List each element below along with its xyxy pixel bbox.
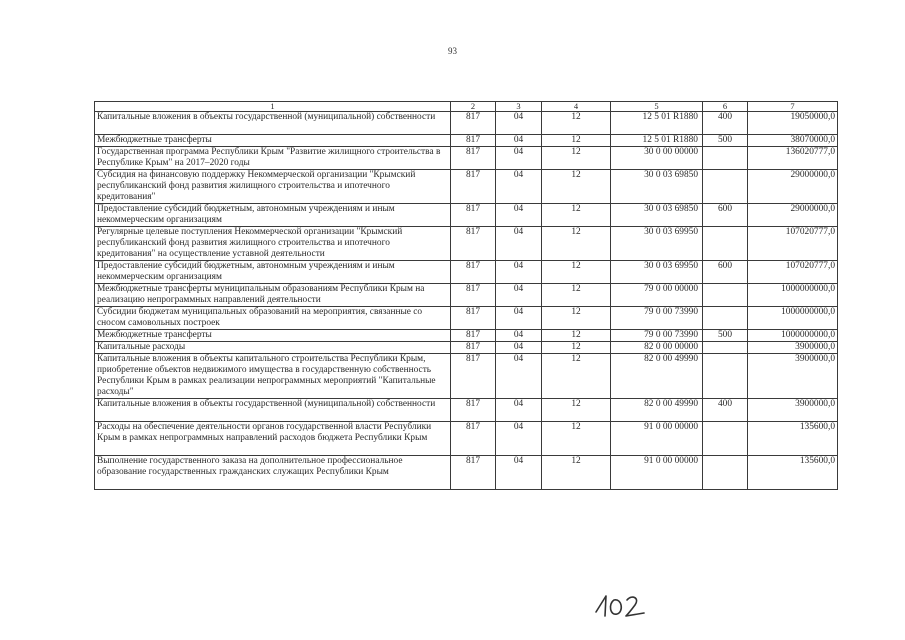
row-csr-cell: 82 0 00 49990: [611, 354, 703, 399]
row-rz-cell: 04: [496, 135, 542, 147]
page-number: 93: [448, 46, 457, 56]
row-pr-cell: 12: [542, 112, 611, 135]
row-name-cell: Капитальные расходы: [95, 342, 451, 354]
row-ved-cell: 817: [451, 342, 496, 354]
row-vr-cell: 400: [703, 399, 748, 422]
row-sum-cell: 38070000,0: [748, 135, 838, 147]
row-sum-cell: 3900000,0: [748, 354, 838, 399]
table-row: [95, 147, 838, 170]
row-name-cell: Межбюджетные трансферты муниципальным образованиям Республики Крым на реализацию непрограммных направлений деятельности: [95, 284, 451, 307]
row-rz-cell: 04: [496, 147, 542, 170]
row-ved-cell: 817: [451, 399, 496, 422]
row-pr-cell: 12: [542, 307, 611, 330]
row-rz-cell: 04: [496, 342, 542, 354]
row-name-cell: Регулярные целевые поступления Некоммерческой организации "Крымский республиканский фонд развития жилищного строительства и ипотечного кредитования" на осуществление уставной деятельности: [95, 227, 451, 261]
row-name-cell: Капитальные вложения в объекты государственной (муниципальной) собственности: [95, 112, 451, 135]
row-ved-cell: 817: [451, 422, 496, 456]
table-row: [95, 330, 838, 342]
row-rz-cell: 04: [496, 399, 542, 422]
row-sum-cell: 136020777,0: [748, 147, 838, 170]
row-rz-cell: 04: [496, 307, 542, 330]
row-rz-cell: 04: [496, 261, 542, 284]
row-name-cell: Субсидии бюджетам муниципальных образований на мероприятия, связанные со сносом самовольных построек: [95, 307, 451, 330]
handwritten-page-mark: [592, 590, 654, 620]
row-sum-cell: 19050000,0: [748, 112, 838, 135]
table-row: [95, 284, 838, 307]
row-rz-cell: 04: [496, 422, 542, 456]
row-pr-cell: 12: [542, 456, 611, 490]
row-pr-cell: 12: [542, 147, 611, 170]
row-ved-cell: 817: [451, 147, 496, 170]
row-rz-cell: 04: [496, 456, 542, 490]
header-cell: 5: [611, 102, 703, 112]
row-vr-cell: 600: [703, 261, 748, 284]
row-vr-cell: 600: [703, 204, 748, 227]
row-name-cell: Межбюджетные трансферты: [95, 135, 451, 147]
row-sum-cell: 135600,0: [748, 456, 838, 490]
row-name-cell: Выполнение государственного заказа на дополнительное профессиональное образование государственных гражданских служащих Республики Крым: [95, 456, 451, 490]
header-cell: 4: [542, 102, 611, 112]
row-pr-cell: 12: [542, 422, 611, 456]
row-csr-cell: 82 0 00 00000: [611, 342, 703, 354]
header-cell: 7: [748, 102, 838, 112]
row-name-cell: Капитальные вложения в объекты государственной (муниципальной) собственности: [95, 399, 451, 422]
table-row: [95, 399, 838, 422]
row-vr-cell: [703, 147, 748, 170]
row-sum-cell: 3900000,0: [748, 399, 838, 422]
row-pr-cell: 12: [542, 330, 611, 342]
row-ved-cell: 817: [451, 284, 496, 307]
row-vr-cell: [703, 170, 748, 204]
row-csr-cell: 79 0 00 00000: [611, 284, 703, 307]
row-pr-cell: 12: [542, 354, 611, 399]
row-sum-cell: 1000000000,0: [748, 284, 838, 307]
row-ved-cell: 817: [451, 112, 496, 135]
table-row: [95, 422, 838, 456]
table-row: [95, 456, 838, 490]
row-pr-cell: 12: [542, 204, 611, 227]
row-csr-cell: 79 0 00 73990: [611, 307, 703, 330]
row-vr-cell: [703, 422, 748, 456]
row-name-cell: Межбюджетные трансферты: [95, 330, 451, 342]
table-header-row: [95, 102, 838, 112]
row-rz-cell: 04: [496, 330, 542, 342]
row-name-cell: Расходы на обеспечение деятельности органов государственной власти Республики Крым в рамках непрограммных направлений расходов бюджета Республики Крым: [95, 422, 451, 456]
row-ved-cell: 817: [451, 330, 496, 342]
table-row: [95, 227, 838, 261]
row-vr-cell: [703, 227, 748, 261]
row-csr-cell: 30 0 03 69850: [611, 170, 703, 204]
row-ved-cell: 817: [451, 354, 496, 399]
row-ved-cell: 817: [451, 170, 496, 204]
row-name-cell: Предоставление субсидий бюджетным, автономным учреждениям и иным некоммерческим организациям: [95, 261, 451, 284]
table-row: [95, 170, 838, 204]
table-row: [95, 135, 838, 147]
row-sum-cell: 29000000,0: [748, 204, 838, 227]
row-pr-cell: 12: [542, 135, 611, 147]
row-ved-cell: 817: [451, 135, 496, 147]
row-vr-cell: [703, 354, 748, 399]
row-name-cell: Капитальные вложения в объекты капитального строительства Республики Крым, приобретение объектов недвижимого имущества в государственную собственность Республики Крым в рамках реализации непрограммных мероприятий "Капитальные расходы": [95, 354, 451, 399]
table-row: [95, 204, 838, 227]
row-rz-cell: 04: [496, 227, 542, 261]
row-csr-cell: 30 0 03 69850: [611, 204, 703, 227]
row-pr-cell: 12: [542, 170, 611, 204]
row-sum-cell: 1000000000,0: [748, 330, 838, 342]
header-cell: 2: [451, 102, 496, 112]
row-rz-cell: 04: [496, 112, 542, 135]
row-vr-cell: [703, 456, 748, 490]
row-pr-cell: 12: [542, 261, 611, 284]
row-sum-cell: 29000000,0: [748, 170, 838, 204]
row-ved-cell: 817: [451, 456, 496, 490]
table-row: [95, 112, 838, 135]
row-sum-cell: 135600,0: [748, 422, 838, 456]
row-pr-cell: 12: [542, 284, 611, 307]
row-ved-cell: 817: [451, 204, 496, 227]
row-csr-cell: 30 0 00 00000: [611, 147, 703, 170]
row-vr-cell: 500: [703, 135, 748, 147]
row-sum-cell: 3900000,0: [748, 342, 838, 354]
row-name-cell: Субсидия на финансовую поддержку Некоммерческой организации "Крымский республиканский фонд развития жилищного строительства и ипотечного кредитования": [95, 170, 451, 204]
row-vr-cell: 400: [703, 112, 748, 135]
table-row: [95, 354, 838, 399]
table-row: [95, 261, 838, 284]
row-csr-cell: 12 5 01 R1880: [611, 112, 703, 135]
row-csr-cell: 30 0 03 69950: [611, 227, 703, 261]
row-csr-cell: 91 0 00 00000: [611, 456, 703, 490]
row-pr-cell: 12: [542, 399, 611, 422]
row-vr-cell: [703, 307, 748, 330]
row-csr-cell: 12 5 01 R1880: [611, 135, 703, 147]
row-name-cell: Предоставление субсидий бюджетным, автономным учреждениям и иным некоммерческим организациям: [95, 204, 451, 227]
row-sum-cell: 1000000000,0: [748, 307, 838, 330]
row-csr-cell: 82 0 00 49990: [611, 399, 703, 422]
row-rz-cell: 04: [496, 284, 542, 307]
row-sum-cell: 107020777,0: [748, 261, 838, 284]
row-rz-cell: 04: [496, 204, 542, 227]
header-cell: 3: [496, 102, 542, 112]
row-ved-cell: 817: [451, 227, 496, 261]
table-row: [95, 307, 838, 330]
table-row: [95, 342, 838, 354]
budget-table: [94, 101, 838, 490]
row-vr-cell: 500: [703, 330, 748, 342]
header-cell: 6: [703, 102, 748, 112]
row-csr-cell: 30 0 03 69950: [611, 261, 703, 284]
row-pr-cell: 12: [542, 342, 611, 354]
row-csr-cell: 79 0 00 73990: [611, 330, 703, 342]
row-name-cell: Государственная программа Республики Крым "Развитие жилищного строительства в Республике Крым" на 2017–2020 годы: [95, 147, 451, 170]
row-sum-cell: 107020777,0: [748, 227, 838, 261]
header-cell: 1: [95, 102, 451, 112]
row-rz-cell: 04: [496, 354, 542, 399]
row-vr-cell: [703, 284, 748, 307]
row-pr-cell: 12: [542, 227, 611, 261]
row-ved-cell: 817: [451, 261, 496, 284]
row-rz-cell: 04: [496, 170, 542, 204]
row-ved-cell: 817: [451, 307, 496, 330]
row-csr-cell: 91 0 00 00000: [611, 422, 703, 456]
row-vr-cell: [703, 342, 748, 354]
